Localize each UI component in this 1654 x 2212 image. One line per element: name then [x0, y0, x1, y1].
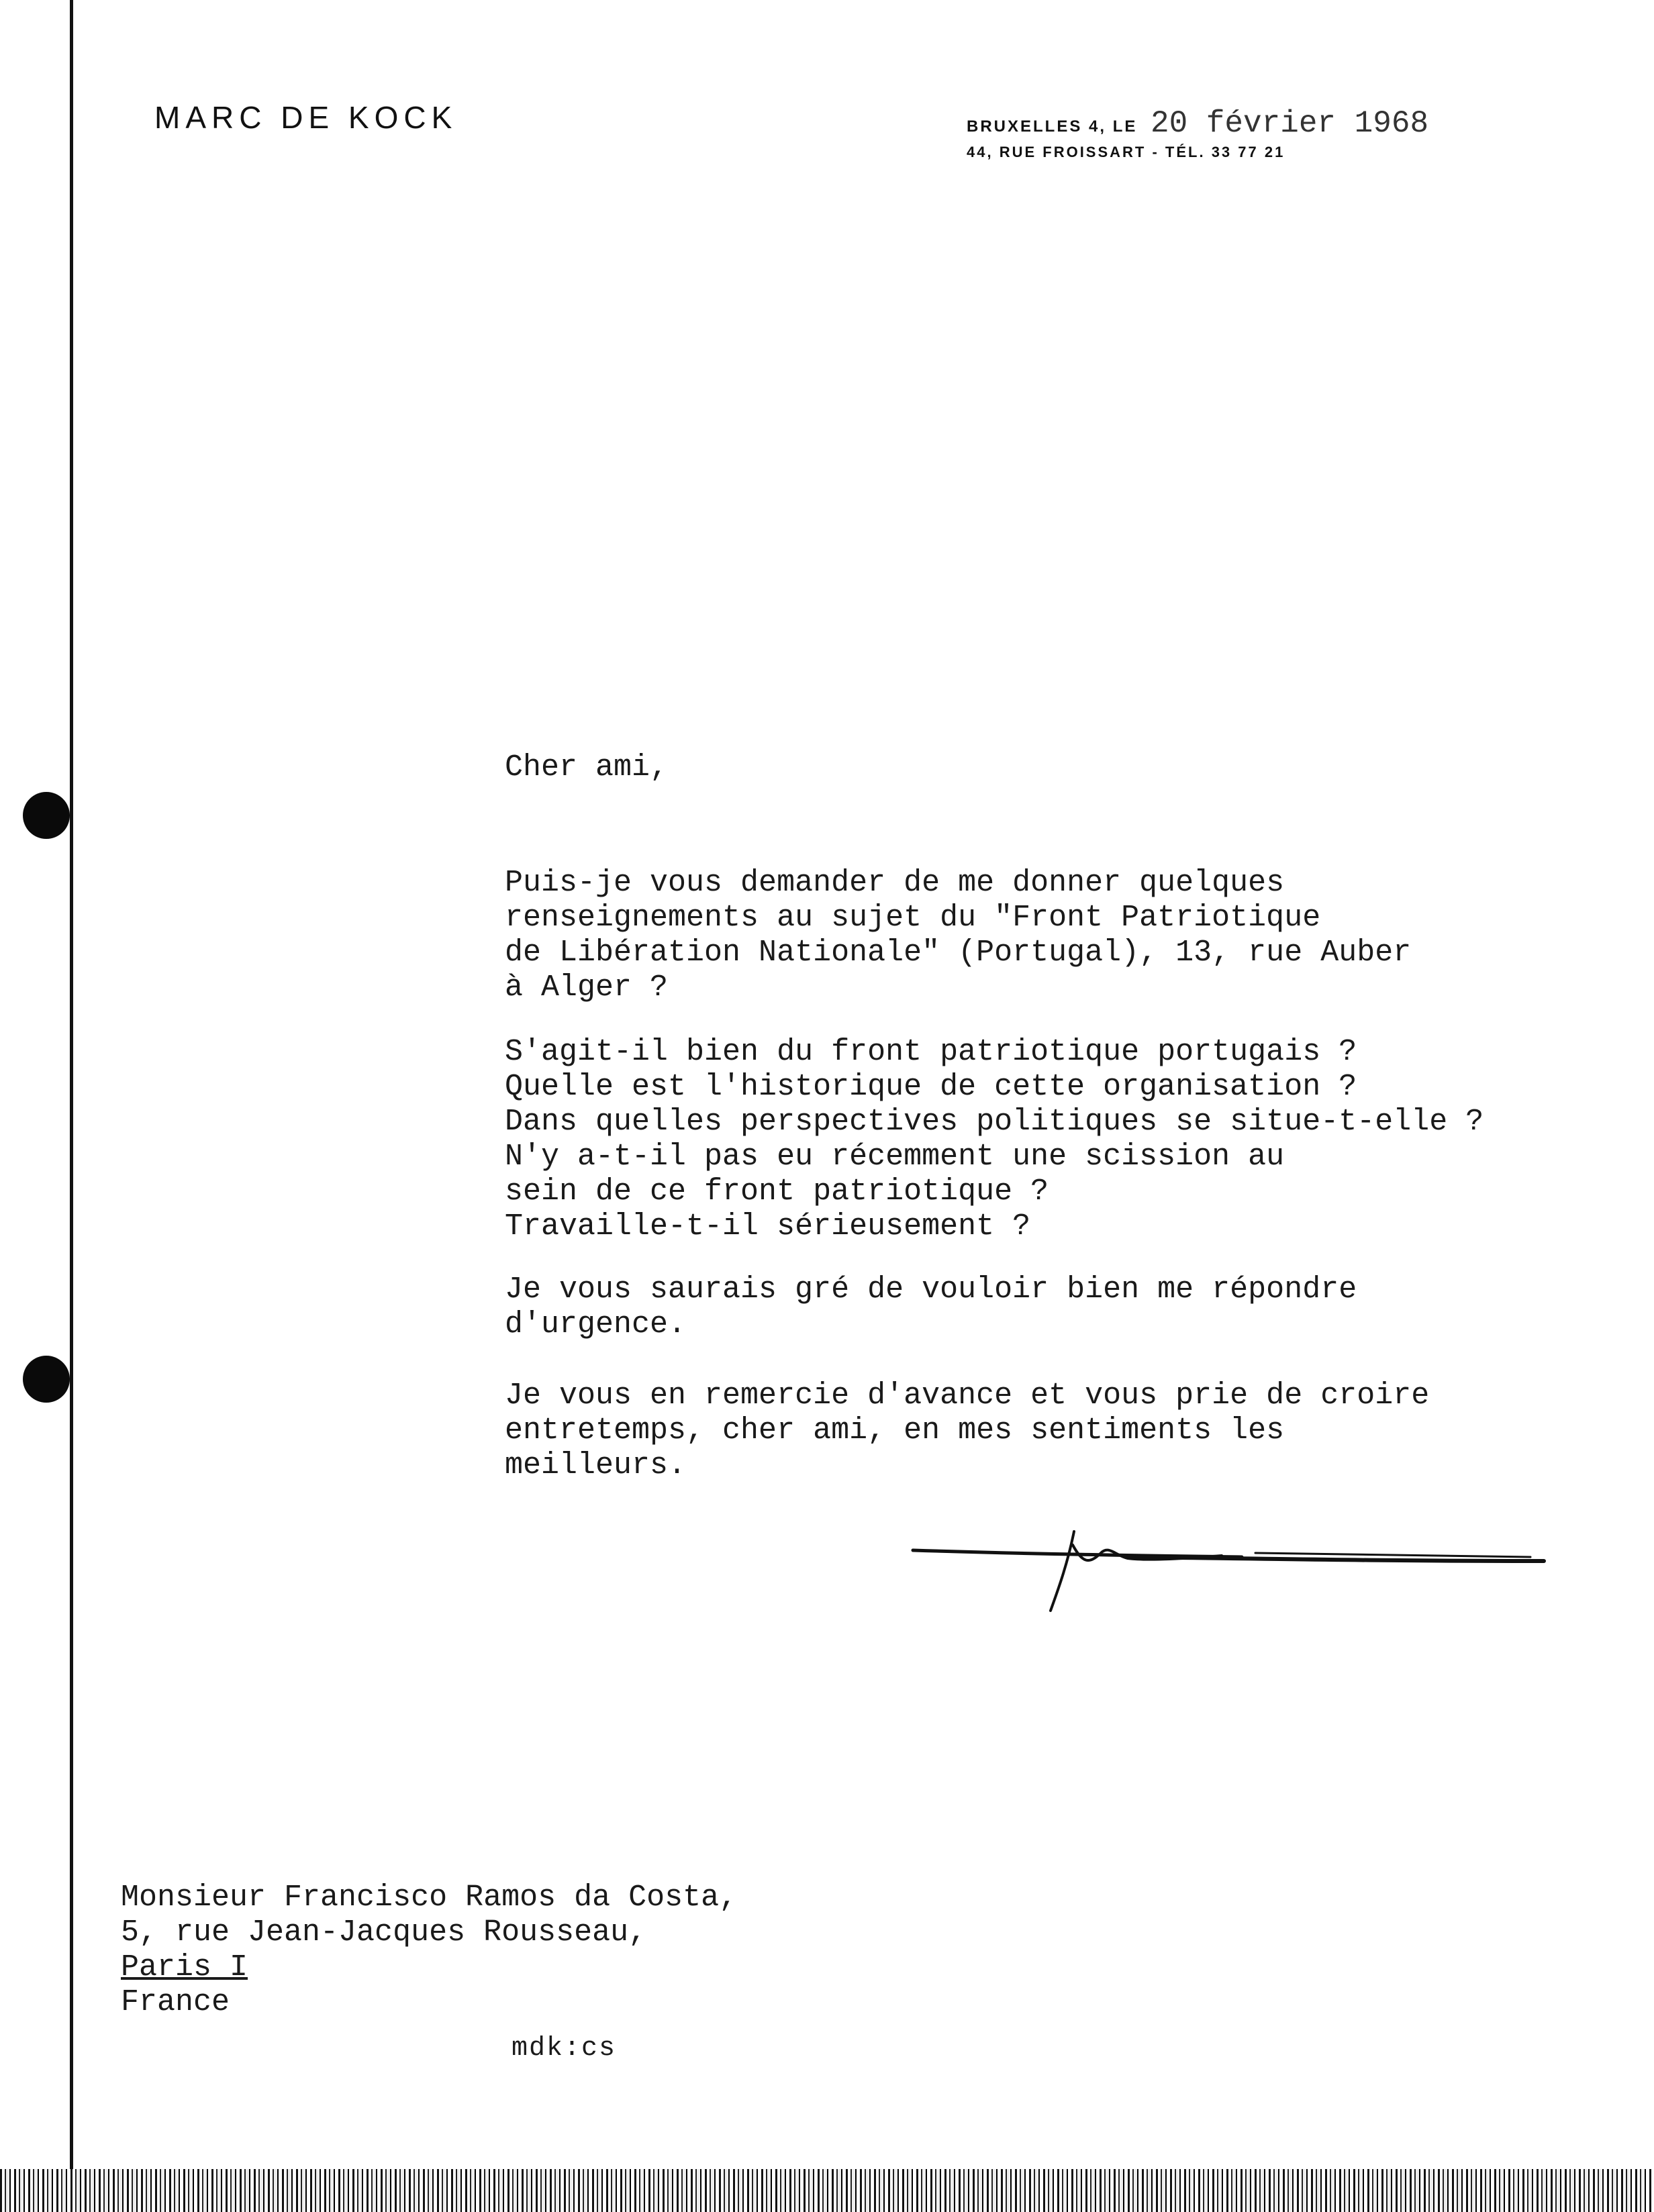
punch-hole-bottom: [23, 1356, 70, 1403]
place-date-line: [967, 106, 1428, 141]
binder-margin-line: [70, 0, 73, 2212]
handwritten-signature: [906, 1518, 1551, 1619]
body-paragraph-request: Puis-je vous demander de me donner quelques renseignements au sujet du "Front Patriotique de Libération Nationale" (Portugal), 13, rue Auber à Alger ?: [505, 866, 1412, 1005]
scan-edge-artifact: [0, 2169, 1654, 2212]
body-paragraph-urgency: Je vous saurais gré de vouloir bien me répondre d'urgence.: [505, 1272, 1357, 1342]
salutation: Cher ami,: [505, 750, 669, 785]
recipient-street-line: 5, rue Jean-Jacques Rousseau,: [121, 1915, 647, 1950]
reference-initials: mdk:cs: [512, 2033, 617, 2064]
recipient-country-line: France: [121, 1985, 230, 2019]
body-paragraph-questions: S'agit-il bien du front patriotique portugais ? Quelle est l'historique de cette organisation ? Dans quelles perspectives politiques se situe-t-elle ? N'y a-t-il pas eu récemment une scission au sein de ce front patriotique ? Travaille-t-il sérieusement ?: [505, 1035, 1484, 1244]
recipient-city-line: Paris I: [121, 1950, 248, 1984]
letter-date: 20 février 1968: [1150, 106, 1429, 141]
place-label: BRUXELLES 4, LE: [967, 117, 1138, 136]
body-paragraph-closing: Je vous en remercie d'avance et vous prie de croire entretemps, cher ami, en mes sentiments les meilleurs.: [505, 1378, 1430, 1482]
recipient-address-block: [121, 1880, 737, 2020]
recipient-name-line: Monsieur Francisco Ramos da Costa,: [121, 1880, 738, 1915]
letterhead-name: MARC DE KOCK: [154, 100, 458, 135]
letterhead-address: 44, RUE FROISSART - TÉL. 33 77 21: [967, 144, 1285, 160]
punch-hole-top: [23, 792, 70, 839]
